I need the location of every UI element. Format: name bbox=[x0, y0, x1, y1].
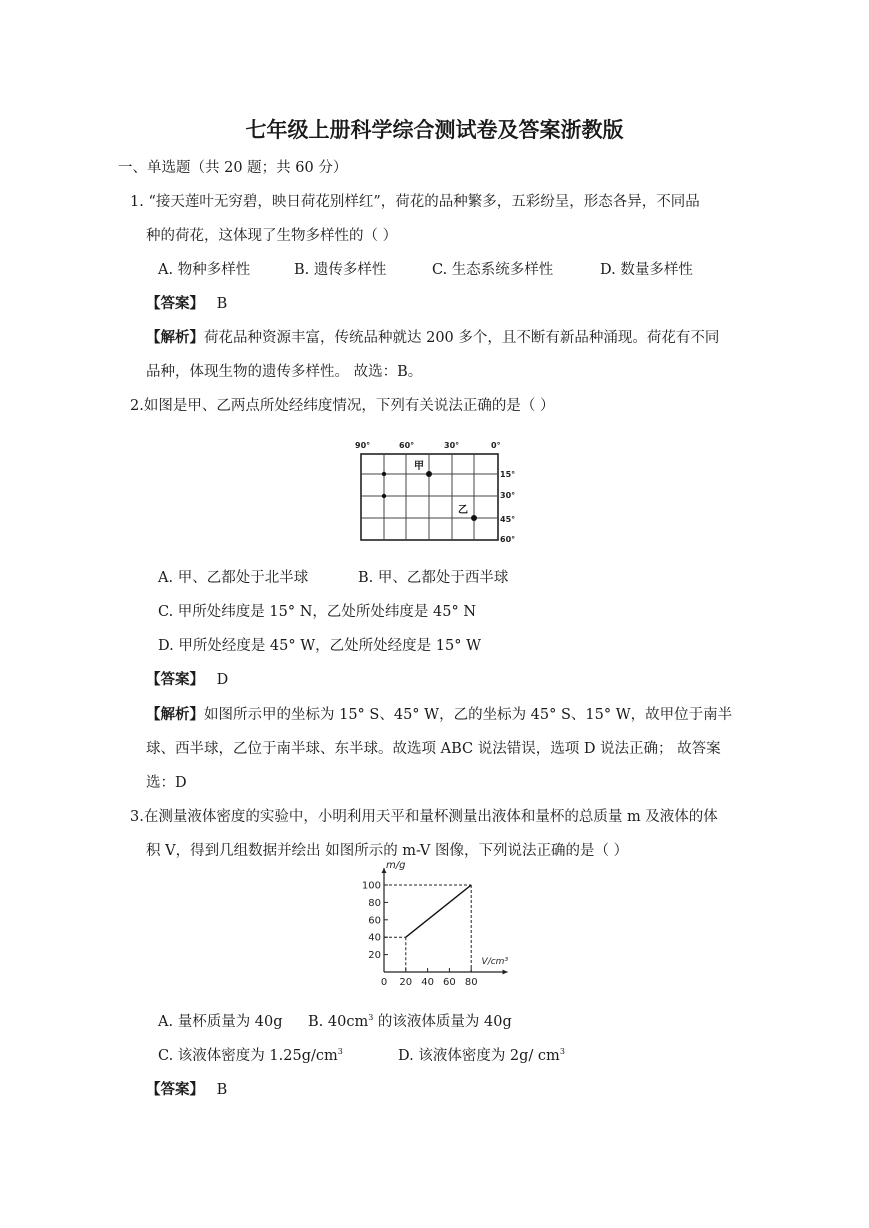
q3-option-c bbox=[158, 1046, 343, 1066]
x-tick-label: 60 bbox=[443, 977, 456, 988]
answer-label: 【答案】 bbox=[146, 671, 204, 688]
grid-right-label: 45° bbox=[500, 515, 516, 524]
grid-right-label: 30° bbox=[500, 491, 516, 500]
q2-answer bbox=[146, 670, 228, 690]
grid-top-label: 90° bbox=[355, 441, 371, 450]
point-jia-label: 甲 bbox=[414, 461, 424, 472]
q2-analysis-text1: 如图所示甲的坐标为 15° S、45° W，乙的坐标为 45° S、15° W，故甲位于南半 bbox=[204, 707, 733, 723]
x-tick-label: 40 bbox=[421, 977, 434, 988]
q3-option-a: A. 量杯质量为 40g bbox=[158, 1014, 283, 1030]
q2-option-c: C. 甲所处纬度是 15° N，乙处所处纬度是 45° N bbox=[158, 604, 477, 620]
q2-option-b: B. 甲、乙都处于西半球 bbox=[358, 570, 509, 586]
y-tick-label: 100 bbox=[361, 880, 381, 892]
x-tick-label: 20 bbox=[399, 977, 413, 988]
q1-analysis-text1: 荷花品种资源丰富，传统品种就达 200 多个，且不断有新品种涌现。荷花有不同 bbox=[204, 330, 720, 346]
grid-top-label: 60° bbox=[399, 441, 415, 450]
superscript: 3 bbox=[368, 1013, 374, 1023]
q1-stem-line2: 种的荷花，这体现了生物多样性的（ ） bbox=[146, 228, 398, 244]
q3-option-d-text: D. 该液体密度为 2g/ cm bbox=[398, 1048, 560, 1064]
q3-stem-line1: 3.在测量液体密度的实验中，小明利用天平和量杯测量出液体和量杯的总质量 m 及液体的体 bbox=[130, 809, 718, 825]
q1-stem-line1: 1. “接天莲叶无穷碧，映日荷花别样红”，荷花的品种繁多，五彩纷呈，形态各异，不同品 bbox=[130, 194, 700, 210]
analysis-label: 【解析】 bbox=[146, 706, 204, 723]
grid-intersection-dot bbox=[382, 472, 386, 476]
q3-answer-value: B bbox=[216, 1082, 228, 1098]
x-tick-label: 0 bbox=[380, 977, 388, 988]
analysis-label: 【解析】 bbox=[146, 329, 204, 346]
q3-option-b-tail: 的该液体质量为 40g bbox=[373, 1014, 512, 1030]
q2-analysis-line2: 球、西半球，乙位于南半球、东半球。故选项 ABC 说法错误，选项 D 说法正确； 故答案 bbox=[146, 741, 721, 757]
answer-label: 【答案】 bbox=[146, 295, 204, 312]
q1-answer bbox=[146, 294, 227, 314]
q3-answer bbox=[146, 1080, 227, 1100]
grid-top-label: 30° bbox=[444, 441, 460, 450]
y-tick-label: 40 bbox=[368, 932, 381, 944]
q2-analysis-line3: 选：D bbox=[146, 775, 187, 791]
q1-answer-value: B bbox=[216, 296, 228, 312]
point-yi-dot bbox=[471, 515, 477, 521]
grid-top-label: 0° bbox=[491, 441, 501, 450]
q3-option-b bbox=[308, 1012, 512, 1032]
q3-option-c-text: C. 该液体密度为 1.25g/cm bbox=[158, 1048, 338, 1064]
q3-stem-line2: 积 V，得到几组数据并绘出 如图所示的 m-V 图像，下列说法正确的是（ ） bbox=[146, 843, 629, 859]
superscript: 3 bbox=[337, 1047, 343, 1057]
series-line bbox=[406, 885, 471, 937]
superscript: 3 bbox=[559, 1047, 565, 1057]
q2-answer-value: D bbox=[216, 672, 229, 688]
q3-option-b-text: B. 40cm bbox=[308, 1014, 369, 1030]
y-axis-label: m/g bbox=[386, 859, 406, 871]
q1-option-d: D. 数量多样性 bbox=[600, 262, 693, 278]
grid-right-label: 15° bbox=[500, 470, 516, 479]
point-jia-dot bbox=[426, 471, 432, 477]
y-tick-label: 60 bbox=[368, 915, 381, 927]
x-axis-label: V/cm³ bbox=[481, 957, 509, 967]
section-heading: 一、单选题（共 20 题；共 60 分） bbox=[118, 160, 348, 176]
grid-intersection-dot bbox=[382, 494, 386, 498]
y-tick-label: 80 bbox=[368, 897, 381, 909]
document-title: 七年级上册科学综合测试卷及答案浙教版 bbox=[245, 117, 624, 142]
m-v-chart bbox=[350, 859, 525, 990]
q1-analysis-line2: 品种，体现生物的遗传多样性。 故选：B。 bbox=[146, 364, 423, 380]
q2-stem: 2.如图是甲、乙两点所处经纬度情况，下列有关说法正确的是（ ） bbox=[130, 398, 555, 414]
q1-option-c: C. 生态系统多样性 bbox=[432, 262, 554, 278]
point-yi-label: 乙 bbox=[458, 505, 468, 516]
x-axis-arrow bbox=[503, 970, 508, 975]
q2-option-a: A. 甲、乙都处于北半球 bbox=[158, 570, 309, 586]
x-tick-label: 80 bbox=[464, 977, 478, 988]
q1-analysis-line1 bbox=[146, 328, 719, 348]
grid-right-label: 60° bbox=[500, 535, 516, 544]
answer-label: 【答案】 bbox=[146, 1081, 204, 1098]
q2-analysis-line1 bbox=[146, 705, 732, 725]
lat-long-grid-figure bbox=[352, 436, 522, 548]
q3-option-d bbox=[398, 1046, 565, 1066]
q2-option-d: D. 甲所处经度是 45° W，乙处所处经度是 15° W bbox=[158, 638, 481, 654]
q1-option-a: A. 物种多样性 bbox=[158, 262, 251, 278]
q1-option-b: B. 遗传多样性 bbox=[294, 262, 387, 278]
y-tick-label: 20 bbox=[368, 950, 381, 962]
